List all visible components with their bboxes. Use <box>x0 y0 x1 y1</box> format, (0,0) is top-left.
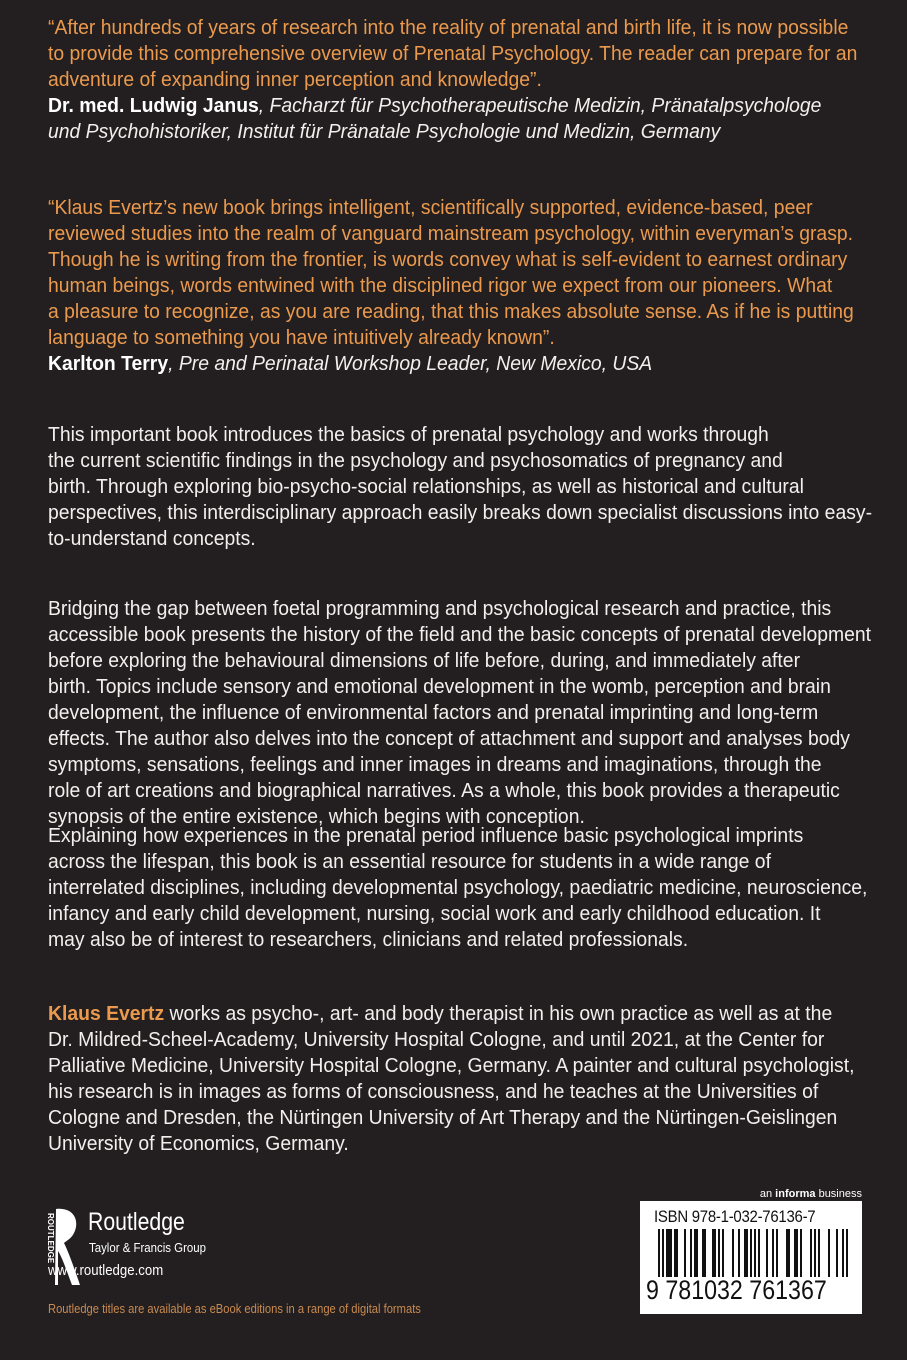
bio-line <box>48 1079 854 1105</box>
quote-line: human beings, words entwined with the disciplined rigor we expect from our pioneers. What <box>48 275 833 297</box>
bio-line <box>48 1053 854 1079</box>
description-line: role of art creations and biographical narratives. As a whole, this book provides a therapeutic <box>48 780 840 802</box>
author-bio <box>48 1001 881 1157</box>
description-line: Bridging the gap between foetal programming and psychological research and practice, this <box>48 598 832 620</box>
description-line: development, the influence of environmental factors and prenatal imprinting and long-term <box>48 702 819 724</box>
informa-prefix: an <box>759 1188 776 1200</box>
barcode-bar <box>786 1229 788 1277</box>
barcode-bar <box>794 1229 796 1277</box>
bio-line <box>48 1027 854 1053</box>
barcode-bar <box>658 1229 660 1277</box>
author-role: und Psychohistoriker, Institut für Pränatale Psychologie und Medizin, Germany <box>48 121 721 143</box>
barcode-bar <box>766 1229 768 1277</box>
description-line: interrelated disciplines, including developmental psychology, paediatric medicine, neuroscience, <box>48 877 868 899</box>
description-paragraph-3 <box>48 823 895 953</box>
barcode-bar <box>674 1229 676 1277</box>
barcode-bar <box>712 1229 714 1277</box>
endorsement-quote-2 <box>48 195 881 377</box>
bio-text: his research is in images as forms of consciousness, and he teaches at the Universities of <box>48 1081 819 1103</box>
barcode-icon <box>658 1229 848 1281</box>
description-line: the current scientific findings in the psychology and psychosomatics of pregnancy and <box>48 450 783 472</box>
bio-line <box>48 1105 854 1131</box>
description-line: infancy and early child development, nursing, social work and early childhood education. It <box>48 903 821 925</box>
informa-business-note <box>760 1188 862 1200</box>
barcode-bar <box>684 1229 686 1277</box>
barcode-bar <box>702 1229 704 1277</box>
barcode-bar <box>744 1229 746 1277</box>
quote-line: “After hundreds of years of research into the reality of prenatal and birth life, it is now possible <box>48 17 849 39</box>
barcode-bar <box>696 1229 698 1277</box>
barcode-bar <box>690 1229 692 1277</box>
barcode-bar <box>668 1229 670 1277</box>
barcode-bar <box>788 1229 790 1277</box>
quote-line: Though he is writing from the frontier, is words convey what is self-evident to earnest ordinary <box>48 249 848 271</box>
isbn-label: ISBN 978-1-032-76136-7 <box>654 1207 816 1226</box>
bio-line <box>48 1131 854 1157</box>
barcode-bar <box>796 1229 798 1277</box>
barcode-bar <box>828 1229 830 1277</box>
barcode-bar <box>754 1229 756 1277</box>
barcode-bar <box>776 1229 778 1277</box>
barcode-bar <box>666 1229 668 1277</box>
description-line: before exploring the behavioural dimensions of life before, during, and immediately after <box>48 650 801 672</box>
bio-text: Dr. Mildred-Scheel-Academy, University Hospital Cologne, and until 2021, at the Center for <box>48 1029 825 1051</box>
informa-brand: informa <box>775 1188 816 1200</box>
quote-line: “Klaus Evertz’s new book brings intelligent, scientifically supported, evidence-based, peer <box>48 197 813 219</box>
attribution-line <box>48 93 857 119</box>
barcode-bar <box>846 1229 848 1277</box>
description-line: birth. Topics include sensory and emotional development in the womb, perception and brain <box>48 676 831 698</box>
description-line: synopsis of the entire existence, which begins with conception. <box>48 806 585 828</box>
barcode-bar <box>670 1229 672 1277</box>
ebook-note: Routledge titles are available as eBook editions in a range of digital formats <box>48 1301 421 1316</box>
description-paragraph-1 <box>48 422 900 552</box>
quote-author: Karlton Terry <box>48 353 169 375</box>
author-role: , Facharzt für Psychotherapeutische Medizin, Pränatalpsychologe <box>258 95 822 117</box>
description-line: Explaining how experiences in the prenatal period influence basic psychological imprints <box>48 825 804 847</box>
barcode-bar <box>738 1229 740 1277</box>
bio-text: Palliative Medicine, University Hospital Cologne, Germany. A painter and cultural psychologist, <box>48 1055 855 1077</box>
description-line: This important book introduces the basics of prenatal psychology and works through <box>48 424 769 446</box>
barcode-bar <box>722 1229 724 1277</box>
barcode-digits: 9 781032 761367 <box>646 1275 827 1305</box>
isbn-barcode-box <box>640 1201 862 1314</box>
description-line: to-understand concepts. <box>48 528 256 550</box>
barcode-bar <box>842 1229 844 1277</box>
logo-vertical-text: ROUTLEDGE <box>46 1213 55 1264</box>
bio-author-name: Klaus Evertz <box>48 1003 165 1025</box>
attribution-line <box>48 351 854 377</box>
endorsement-quote-1 <box>48 15 884 145</box>
description-line: perspectives, this interdisciplinary approach easily breaks down specialist discussions into easy- <box>48 502 873 524</box>
barcode-bar <box>818 1229 820 1277</box>
description-line: effects. The author also delves into the concept of attachment and support and analyses body <box>48 728 850 750</box>
bio-text: works as psycho-, art- and body therapist in his own practice as well as at the <box>164 1003 833 1025</box>
barcode-bar <box>836 1229 838 1277</box>
quote-line: reviewed studies into the realm of vanguard mainstream psychology, within everyman’s grasp. <box>48 223 854 245</box>
barcode-bar <box>694 1229 696 1277</box>
publisher-website: www.routledge.com <box>48 1262 164 1279</box>
barcode-bar <box>662 1229 664 1277</box>
barcode-bar <box>676 1229 678 1277</box>
description-line: accessible book presents the history of the field and the basic concepts of prenatal development <box>48 624 872 646</box>
attribution-line <box>48 119 857 145</box>
barcode-bar <box>704 1229 706 1277</box>
bio-line <box>48 1001 854 1027</box>
bio-text: University of Economics, Germany. <box>48 1133 349 1155</box>
description-line: across the lifespan, this book is an essential resource for students in a wide range of <box>48 851 771 873</box>
quote-line: language to something you have intuitively already known”. <box>48 327 555 349</box>
description-line: may also be of interest to researchers, clinicians and related professionals. <box>48 929 689 951</box>
informa-suffix: business <box>815 1188 862 1200</box>
quote-line: to provide this comprehensive overview of Prenatal Psychology. The reader can prepare for an <box>48 43 858 65</box>
barcode-bar <box>758 1229 760 1277</box>
publisher-group: Taylor & Francis Group <box>89 1240 206 1255</box>
quote-line: adventure of expanding inner perception and knowledge”. <box>48 69 542 91</box>
barcode-bar <box>814 1229 816 1277</box>
bio-text: Cologne and Dresden, the Nürtingen University of Art Therapy and the Nürtingen-Geislingen <box>48 1107 838 1129</box>
description-line: symptoms, sensations, feelings and inner images in dreams and imaginations, through the <box>48 754 822 776</box>
description-line: birth. Through exploring bio-psycho-social relationships, as well as historical and cultural <box>48 476 804 498</box>
barcode-bar <box>732 1229 734 1277</box>
quote-author: Dr. med. Ludwig Janus <box>48 95 259 117</box>
barcode-bar <box>810 1229 812 1277</box>
barcode-bar <box>718 1229 720 1277</box>
barcode-bar <box>750 1229 752 1277</box>
barcode-bar <box>714 1229 716 1277</box>
barcode-bar <box>800 1229 802 1277</box>
description-paragraph-2 <box>48 596 899 830</box>
quote-line: a pleasure to recognize, as you are reading, that this makes absolute sense. As if he is putting <box>48 301 854 323</box>
barcode-bar <box>772 1229 774 1277</box>
publisher-name: Routledge <box>88 1208 185 1236</box>
author-role: , Pre and Perinatal Workshop Leader, New Mexico, USA <box>168 353 653 375</box>
barcode-bar <box>746 1229 748 1277</box>
